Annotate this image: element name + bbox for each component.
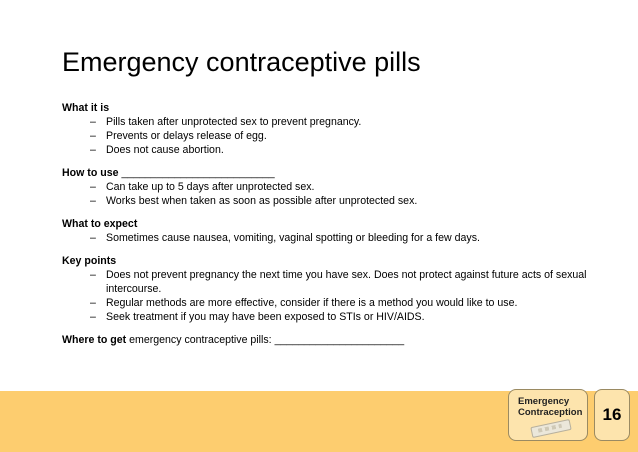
section-key-points bbox=[62, 254, 622, 324]
page-title: Emergency contraceptive pills bbox=[62, 47, 421, 77]
section-what-to-expect bbox=[62, 217, 622, 245]
section-label bbox=[518, 396, 582, 418]
where-label: Where to get bbox=[62, 334, 127, 346]
content-body bbox=[62, 101, 622, 347]
bullet-list bbox=[62, 115, 622, 157]
list-item: – Pills taken after unprotected sex to prevent pregnancy. bbox=[62, 115, 592, 129]
where-text: emergency contraceptive pills: bbox=[129, 334, 272, 346]
section-what-it-is bbox=[62, 101, 622, 157]
section-heading: What it is bbox=[62, 102, 110, 114]
section-label-card bbox=[508, 389, 588, 441]
section-heading: Key points bbox=[62, 255, 117, 267]
list-item: – Seek treatment if you may have been exposed to STIs or HIV/AIDS. bbox=[62, 310, 592, 324]
list-item: – Sometimes cause nausea, vomiting, vaginal spotting or bleeding for a few days. bbox=[62, 231, 592, 245]
section-label-line: Emergency bbox=[518, 396, 570, 407]
fill-in-blank: ______________________ bbox=[274, 334, 405, 346]
list-item: – Regular methods are more effective, consider if there is a method you would like to use. bbox=[62, 296, 592, 310]
bullet-list bbox=[62, 231, 622, 245]
list-item: – Can take up to 5 days after unprotected sex. bbox=[62, 180, 592, 194]
where-to-get-line bbox=[62, 333, 622, 347]
page-number-card bbox=[594, 389, 630, 441]
section-heading: What to expect bbox=[62, 218, 138, 230]
section-label-line: Contraception bbox=[518, 407, 583, 418]
pill-pack-icon bbox=[530, 419, 571, 438]
section-heading-row bbox=[62, 166, 622, 180]
list-item: – Does not cause abortion. bbox=[62, 143, 592, 157]
bullet-list bbox=[62, 180, 622, 208]
page-number: 16 bbox=[602, 405, 622, 424]
section-how-to-use bbox=[62, 166, 622, 208]
bullet-list bbox=[62, 268, 622, 324]
section-heading: How to use bbox=[62, 167, 119, 179]
list-item: – Does not prevent pregnancy the next time you have sex. Does not protect against future acts of sexual intercourse. bbox=[62, 268, 592, 296]
list-item: – Works best when taken as soon as possible after unprotected sex. bbox=[62, 194, 592, 208]
fill-in-blank: __________________________ bbox=[121, 167, 275, 179]
list-item: – Prevents or delays release of egg. bbox=[62, 129, 592, 143]
